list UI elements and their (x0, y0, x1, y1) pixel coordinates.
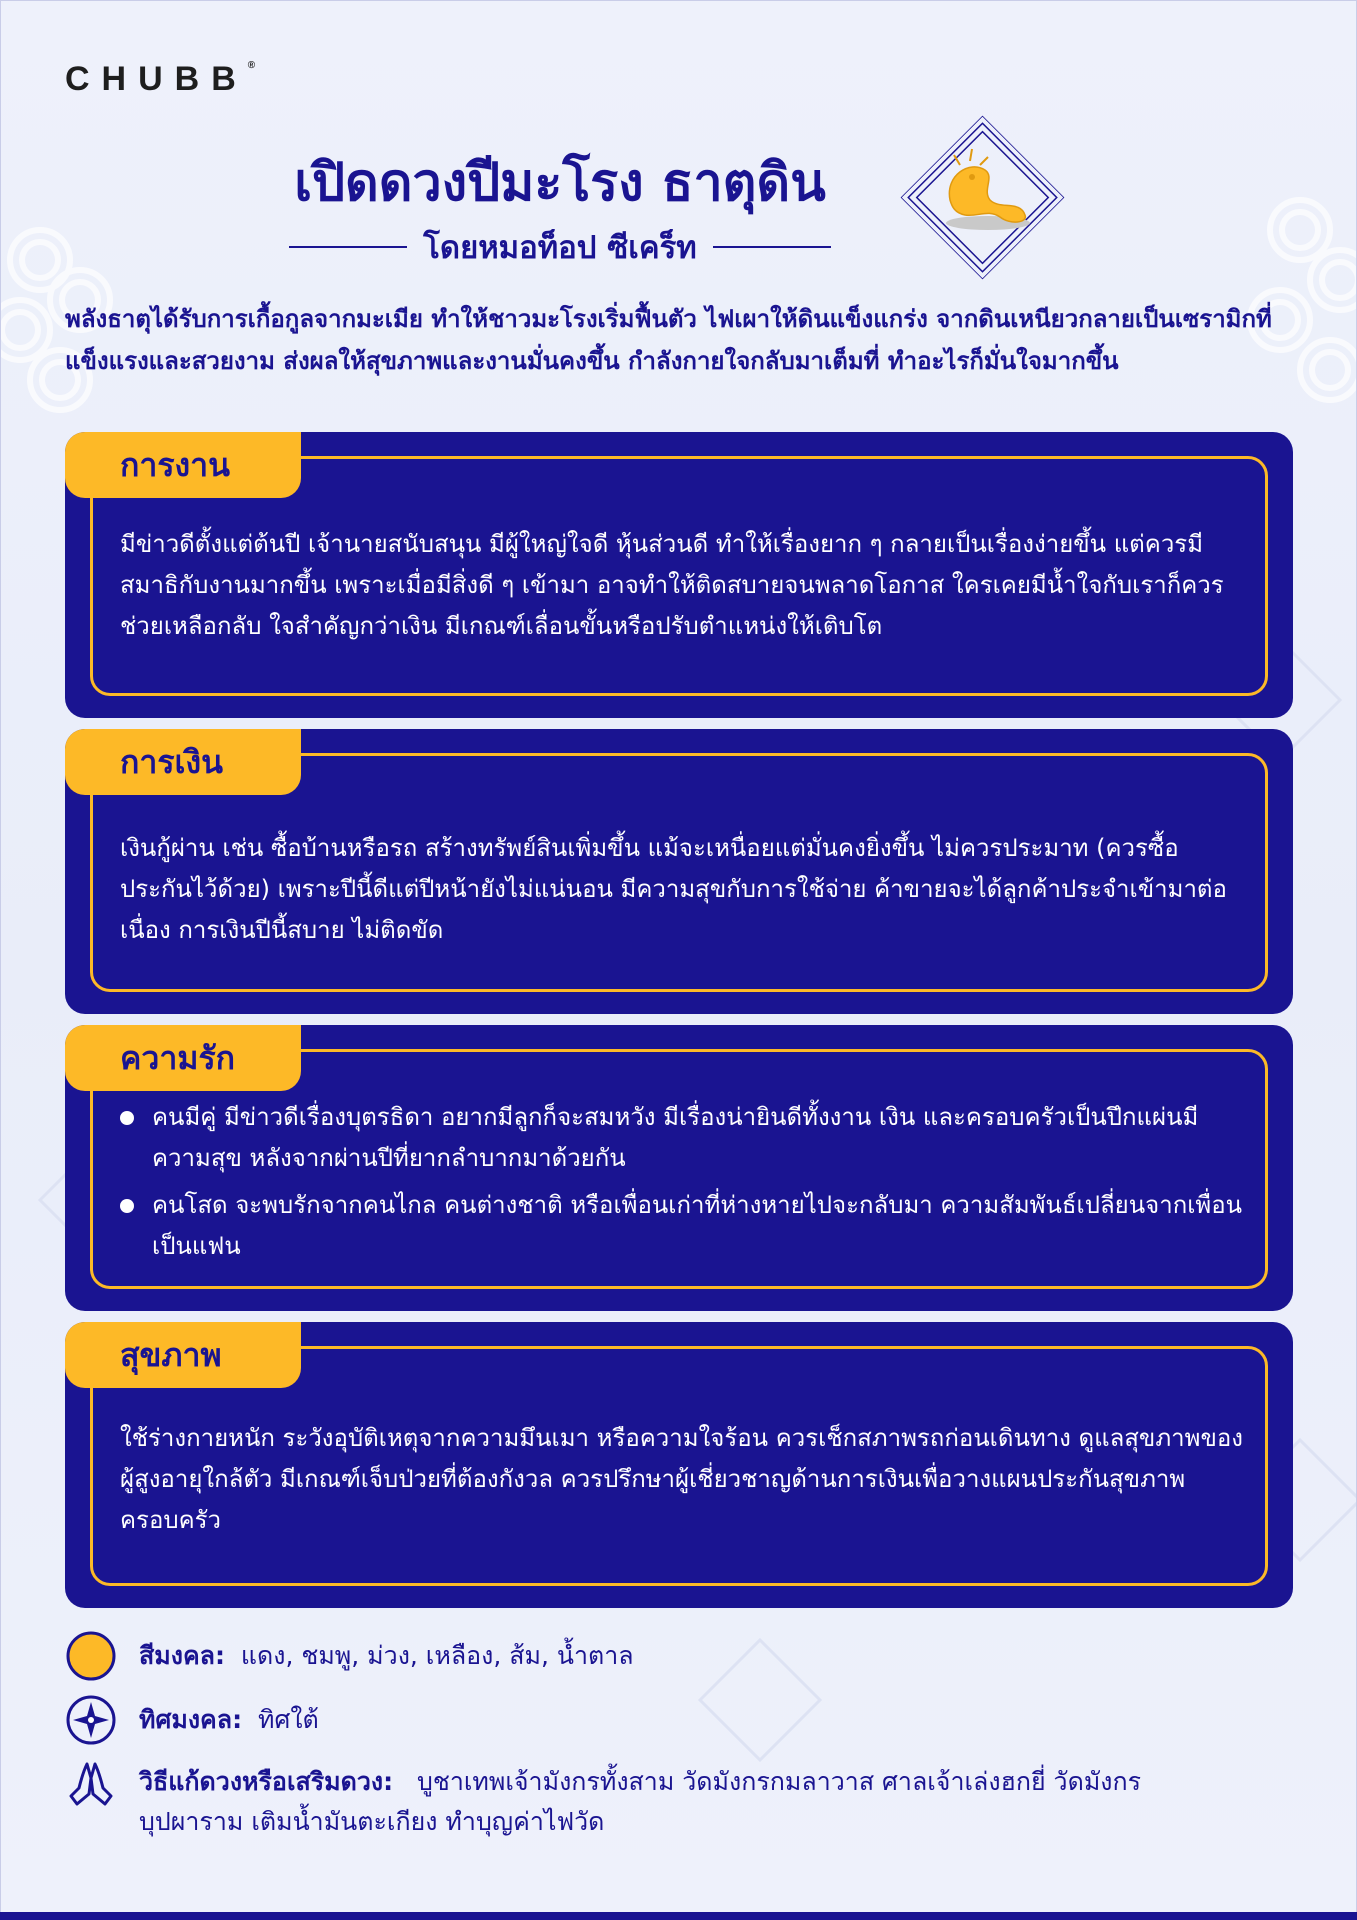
page-subtitle (270, 222, 850, 272)
section-work (65, 432, 1293, 718)
section-love-title: ความรัก (65, 1025, 301, 1091)
lucky-color-label: สีมงคล: (139, 1641, 225, 1670)
remedy-row (65, 1758, 1165, 1842)
subtitle-line-left (289, 246, 407, 248)
logo-text: CHUBB (65, 60, 248, 98)
gold-circle-icon (65, 1630, 117, 1682)
section-love-text (120, 1097, 1248, 1273)
subtitle-text: โดยหมอท็อป ซีเคร็ท (423, 230, 697, 266)
praying-hands-icon (65, 1758, 117, 1810)
list-item: คนโสด จะพบรักจากคนไกล คนต่างชาติ หรือเพื่อนเก่าที่ห่างหายไปจะกลับมา ความสัมพันธ์เปลี่ยนจากเพื่อนเป็นแฟน (120, 1185, 1248, 1267)
lucky-direction-value: ทิศใต้ (257, 1705, 319, 1734)
dragon-icon (890, 105, 1075, 290)
lucky-color-value: แดง, ชมพู, ม่วง, เหลือง, ส้ม, น้ำตาล (240, 1641, 634, 1670)
section-love (65, 1025, 1293, 1311)
page-title: เปิดดวงปีมะโรง ธาตุดิน (294, 153, 826, 213)
remedy-value: บูชาเทพเจ้ามังกรทั้งสาม วัดมังกรกมลาวาส ศาลเจ้าเล่งฮกยี่ วัดมังกรบุปผาราม เติมน้ำมันตะเกียง ทำบุญค่าไฟวัด (139, 1767, 1142, 1836)
chubb-logo (65, 60, 255, 99)
lucky-direction-row (65, 1694, 319, 1746)
bottom-bar (0, 1912, 1357, 1920)
lucky-color-row (65, 1630, 634, 1682)
section-finance (65, 729, 1293, 1014)
section-finance-title: การเงิน (65, 729, 301, 795)
remedy-label: วิธีแก้ดวงหรือเสริมดวง: (139, 1767, 394, 1796)
logo-registered: ® (247, 60, 256, 71)
section-finance-text: เงินกู้ผ่าน เช่น ซื้อบ้านหรือรถ สร้างทรัพย์สินเพิ่มขึ้น แม้จะเหนื่อยแต่มั่นคงยิ่งขึ้น ไม่ควรประมาท (ควรซื้อประกันไว้ด้วย) เพราะปีนี้ดีแต่ปีหน้ายังไม่แน่นอน มีความสุขกับการใช้จ่าย ค้าขายจะได้ลูกค้าประจำเข้ามาต่อเนื่อง การเงินปีนี้สบาย ไม่ติดขัด (120, 834, 1227, 944)
subtitle-line-right (713, 246, 831, 248)
section-work-title: การงาน (65, 432, 301, 498)
section-health (65, 1322, 1293, 1608)
lucky-direction-label: ทิศมงคล: (139, 1705, 243, 1734)
list-item: คนมีคู่ มีข่าวดีเรื่องบุตรธิดา อยากมีลูกก็จะสมหวัง มีเรื่องน่ายินดีทั้งงาน เงิน และครอบครัวเป็นปึกแผ่นมีความสุข หลังจากผ่านปีที่ยากลำบากมาด้วยกัน (120, 1097, 1248, 1179)
section-work-text: มีข่าวดีตั้งแต่ต้นปี เจ้านายสนับสนุน มีผู้ใหญ่ใจดี หุ้นส่วนดี ทำให้เรื่องยาก ๆ กลายเป็นเรื่องง่ายขึ้น แต่ควรมีสมาธิกับงานมากขึ้น เพราะเมื่อมีสิ่งดี ๆ เข้ามา อาจทำให้ติดสบายจนพลาดโอกาส ใครเคยมีน้ำใจกับเราก็ควรช่วยเหลือกลับ ใจสำคัญกว่าเงิน มีเกณฑ์เลื่อนขั้นหรือปรับตำแหน่งให้เติบโต (120, 530, 1224, 640)
love-list (120, 1097, 1248, 1267)
intro-paragraph: พลังธาตุได้รับการเกื้อกูลจากมะเมีย ทำให้ชาวมะโรงเริ่มฟื้นตัว ไฟเผาให้ดินแข็งแกร่ง จากดินเหนียวกลายเป็นเซรามิกที่แข็งแรงและสวยงาม ส่งผลให้สุขภาพและงานมั่นคงขึ้น กำลังกายใจกลับมาเต็มที่ ทำอะไรก็มั่นใจมากขึ้น (65, 305, 1272, 375)
compass-icon (65, 1694, 117, 1746)
section-health-text: ใช้ร่างกายหนัก ระวังอุบัติเหตุจากความมึนเมา หรือความใจร้อน ควรเช็กสภาพรถก่อนเดินทาง ดูแลสุขภาพของผู้สูงอายุใกล้ตัว มีเกณฑ์เจ็บป่วยที่ต้องกังวล ควรปรึกษาผู้เชี่ยวชาญด้านการเงินเพื่อวางแผนประกันสุขภาพครอบครัว (120, 1424, 1243, 1534)
section-health-title: สุขภาพ (65, 1322, 301, 1388)
